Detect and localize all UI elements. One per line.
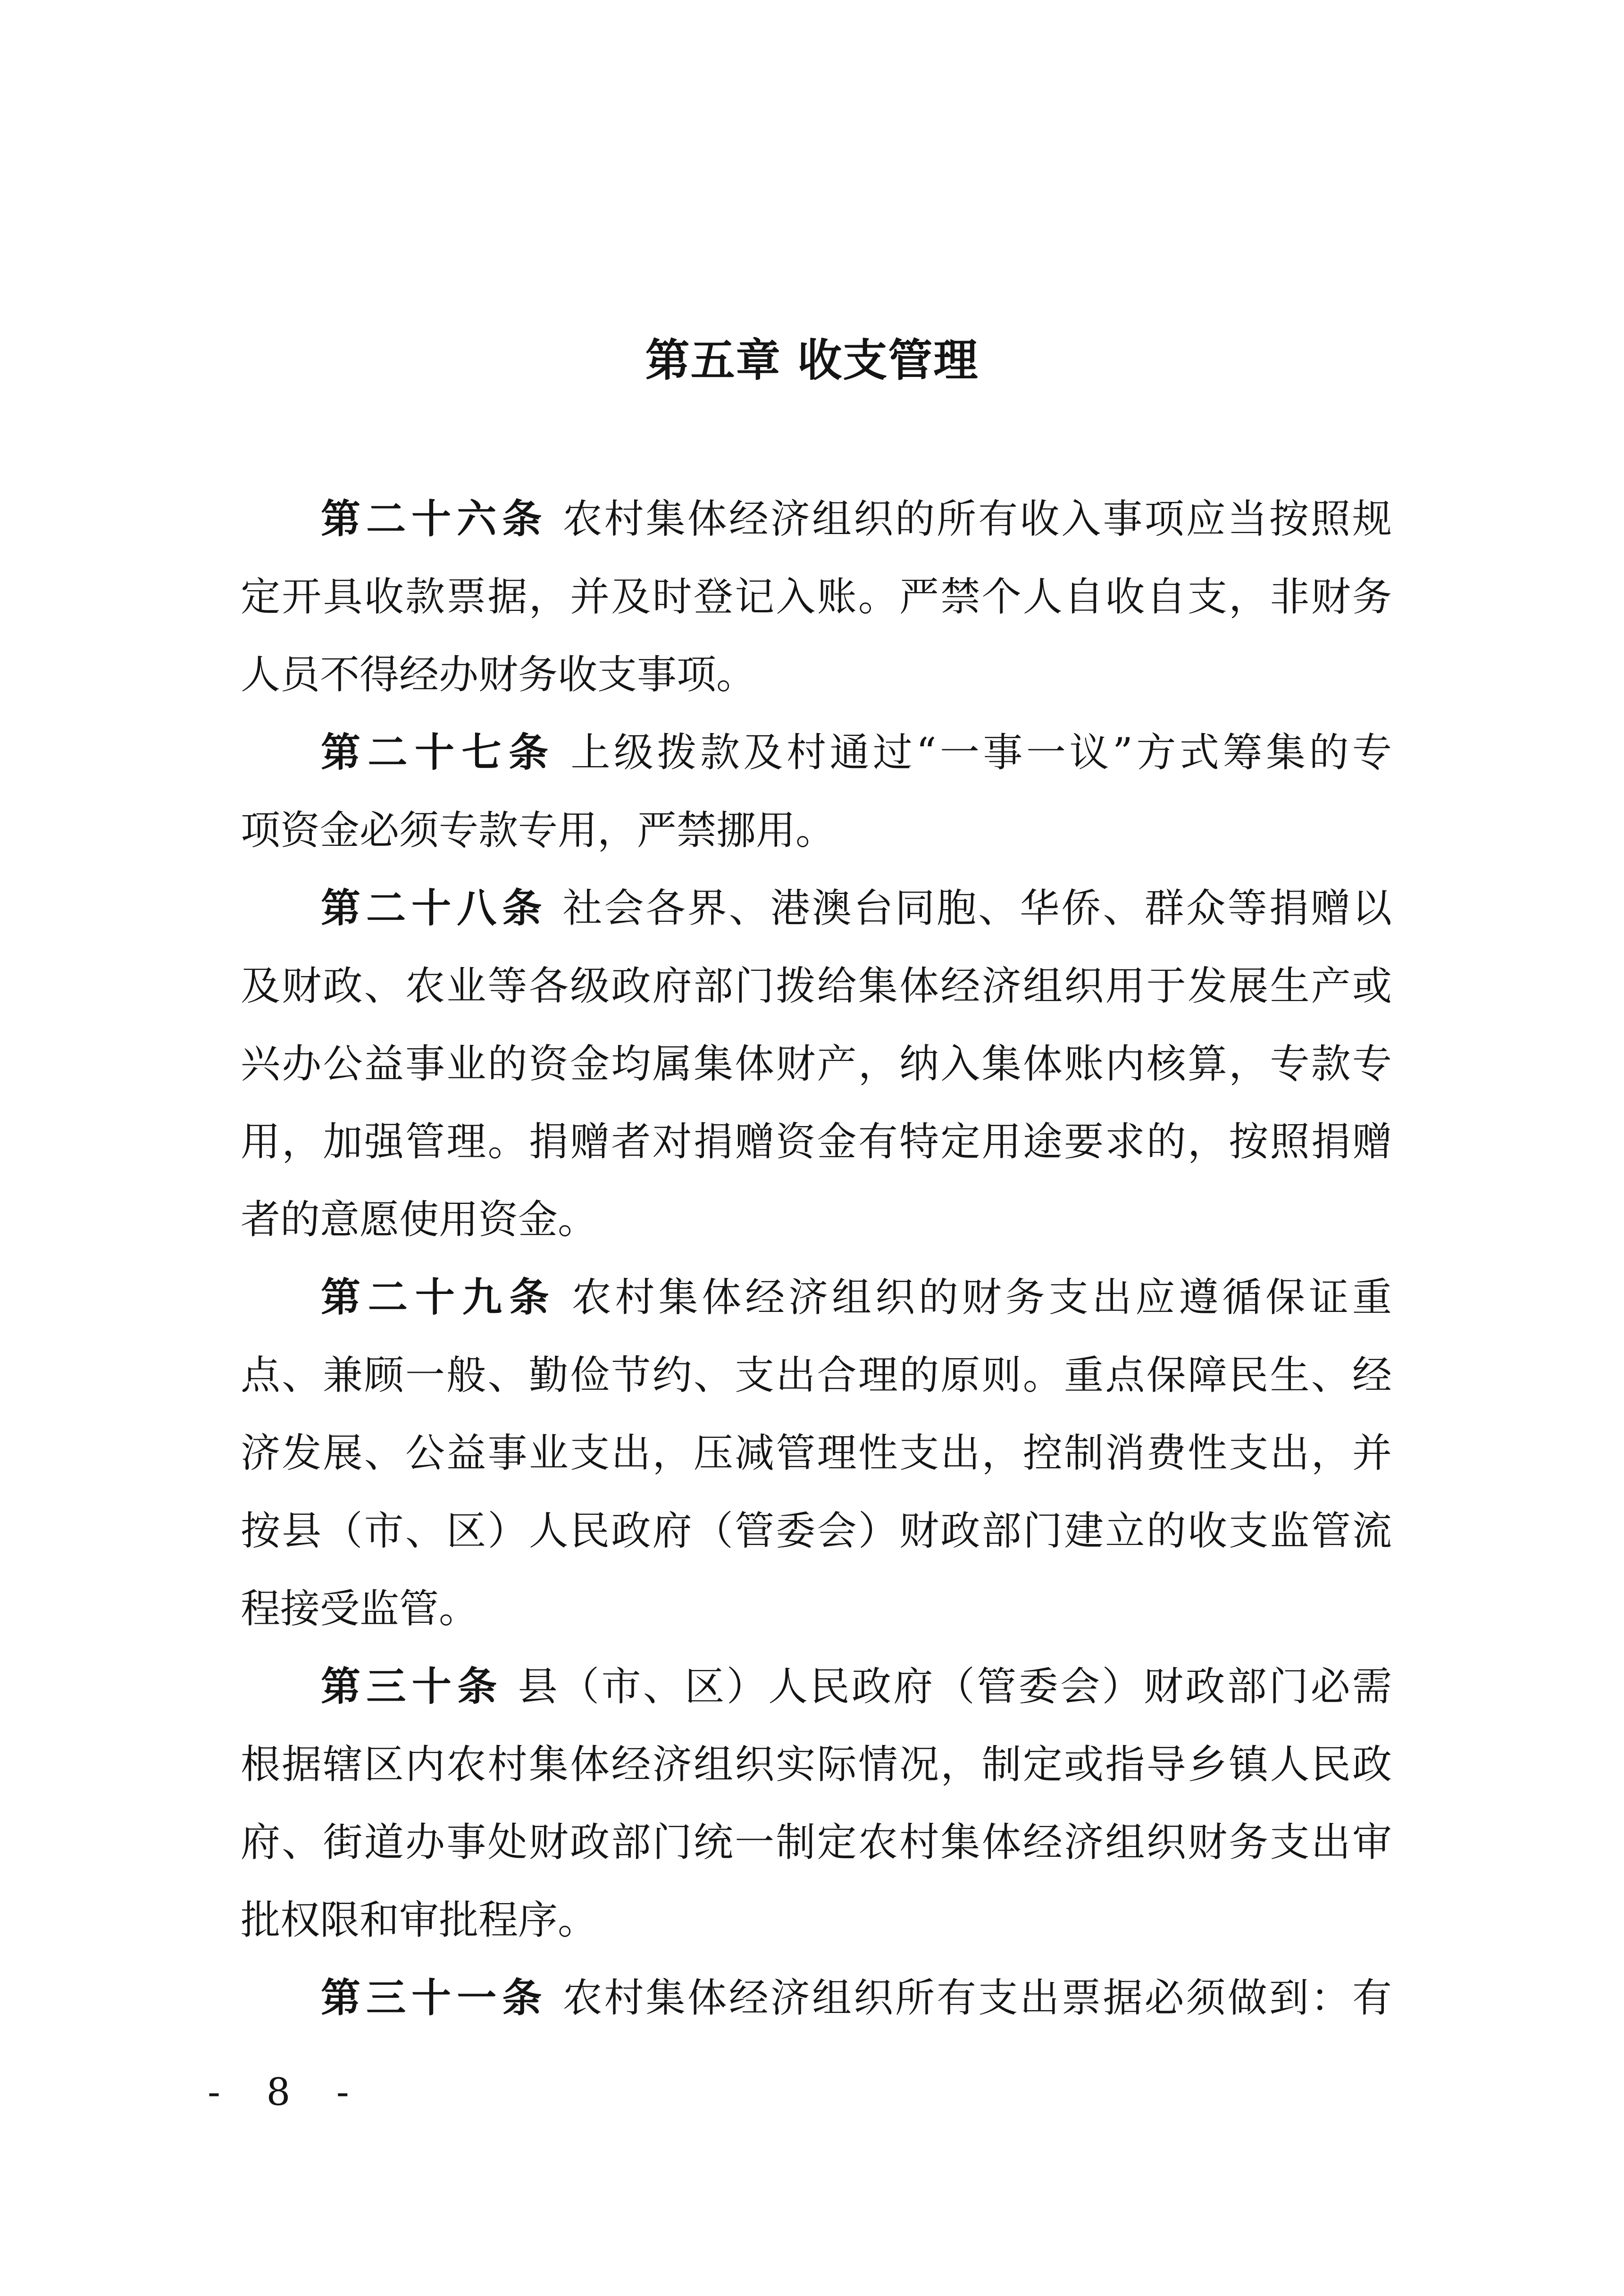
article-text: 县（市、区）人民政府（管委会）财政部门必需 [518, 1663, 1392, 1710]
article-text: 社会各界、港澳台同胞、华侨、群众等捐赠以 [562, 885, 1392, 931]
chapter-title: 第五章 收支管理 [645, 335, 979, 386]
article-number: 第三十一条 [321, 1975, 548, 2021]
article-number: 第二十六条 [321, 496, 548, 542]
article-text-line: 点、兼顾一般、勤俭节约、支出合理的原则。重点保障民生、经 [241, 1352, 1392, 1398]
page-number: - 8 - [208, 2070, 366, 2114]
article-number: 第二十八条 [321, 885, 548, 931]
article-text-line: 项资金必须专款专用，严禁挪用。 [241, 807, 836, 853]
article-number: 第二十七条 [321, 729, 556, 776]
article-text-line: 及财政、农业等各级政府部门拨给集体经济组织用于发展生产或 [241, 963, 1392, 1009]
article-26-first-line [321, 491, 1392, 547]
article-31-first-line [321, 1970, 1392, 2026]
article-30-first-line [321, 1658, 1392, 1715]
article-text: 农村集体经济组织的财务支出应遵循保证重 [571, 1274, 1392, 1320]
article-text-line: 批权限和审批程序。 [241, 1897, 598, 1943]
article-text: 农村集体经济组织所有支出票据必须做到：有 [562, 1975, 1392, 2021]
article-text-line: 定开具收款票据，并及时登记入账。严禁个人自收自支，非财务 [241, 574, 1392, 620]
article-text: 农村集体经济组织的所有收入事项应当按照规 [562, 496, 1392, 542]
article-text-line: 按县（市、区）人民政府（管委会）财政部门建立的收支监管流 [241, 1508, 1392, 1554]
article-27-first-line [321, 724, 1392, 781]
article-text: 上级拨款及村通过“一事一议”方式筹集的专 [570, 729, 1392, 776]
article-number: 第二十九条 [321, 1274, 557, 1320]
article-text-line: 济发展、公益事业支出，压减管理性支出，控制消费性支出，并 [241, 1430, 1392, 1476]
article-text-line: 府、街道办事处财政部门统一制定农村集体经济组织财务支出审 [241, 1819, 1392, 1865]
article-text-line: 程接受监管。 [241, 1586, 479, 1632]
article-text-line: 人员不得经办财务收支事项。 [241, 651, 756, 698]
article-number: 第三十条 [321, 1663, 503, 1710]
article-text-line: 用，加强管理。捐赠者对捐赠资金有特定用途要求的，按照捐赠 [241, 1119, 1392, 1165]
article-text-line: 者的意愿使用资金。 [241, 1196, 598, 1243]
article-28-first-line [321, 880, 1392, 936]
article-text-line: 兴办公益事业的资金均属集体财产，纳入集体账内核算，专款专 [241, 1041, 1392, 1087]
article-text-line: 根据辖区内农村集体经济组织实际情况，制定或指导乡镇人民政 [241, 1741, 1392, 1787]
article-29-first-line [321, 1269, 1392, 1326]
